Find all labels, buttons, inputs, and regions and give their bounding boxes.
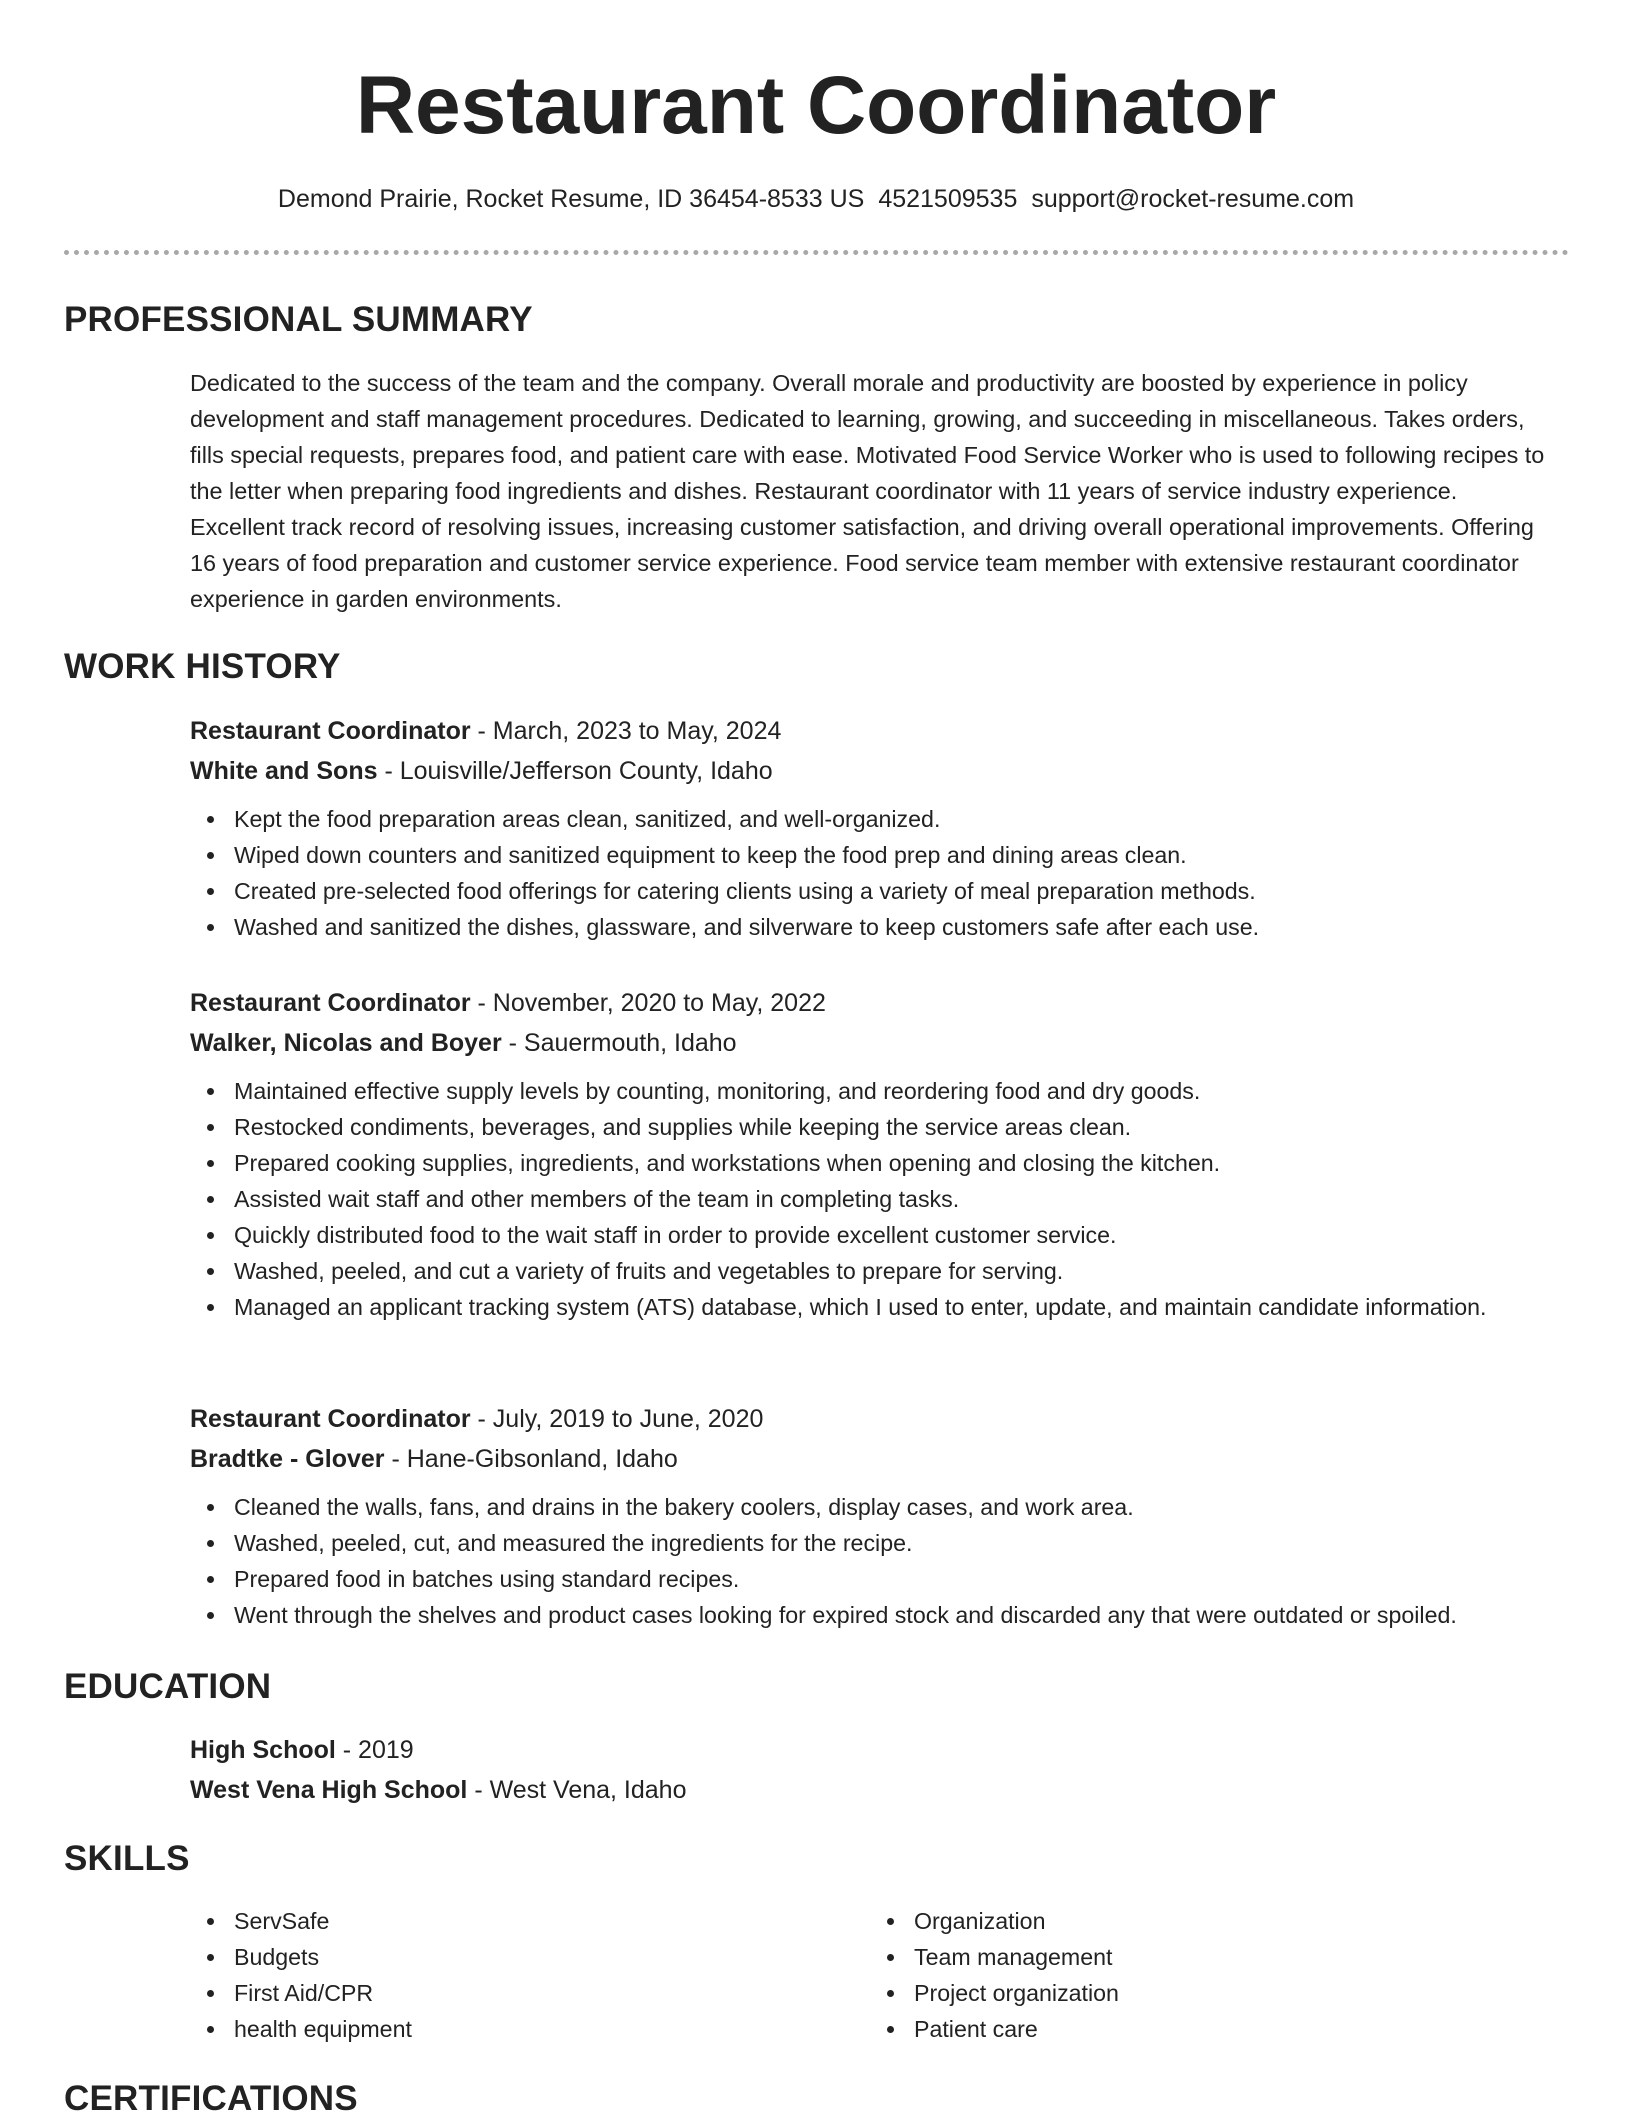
job-bullet: Prepared food in batches using standard recipes.	[190, 1561, 1570, 1597]
job-dates: - March, 2023 to May, 2024	[470, 717, 782, 745]
education-school-line	[190, 1770, 1570, 1810]
education-year: - 2019	[335, 1736, 414, 1764]
job-bullet: Washed, peeled, and cut a variety of fruits and vegetables to prepare for serving.	[190, 1253, 1570, 1289]
job-company-line	[190, 1439, 1570, 1479]
job-bullet: Wiped down counters and sanitized equipment to keep the food prep and dining areas clean.	[190, 837, 1570, 873]
job-title-line	[190, 983, 1570, 1023]
skills-column-left	[190, 1903, 830, 2047]
job-dates: - November, 2020 to May, 2022	[470, 989, 826, 1017]
job-bullets	[190, 1489, 1570, 1633]
job-entry	[190, 1399, 1570, 1633]
job-role: Restaurant Coordinator	[190, 1405, 471, 1433]
job-bullet: Managed an applicant tracking system (ATS) database, which I used to enter, update, and maintain candidate information.	[190, 1289, 1570, 1325]
job-entry	[190, 711, 1570, 945]
skill-item: Patient care	[870, 2011, 1510, 2047]
job-role: Restaurant Coordinator	[190, 717, 471, 745]
education-location: - West Vena, Idaho	[467, 1776, 687, 1804]
job-bullet: Maintained effective supply levels by counting, monitoring, and reordering food and dry goods.	[190, 1073, 1570, 1109]
job-bullet: Washed, peeled, cut, and measured the ingredients for the recipe.	[190, 1525, 1570, 1561]
job-bullet: Quickly distributed food to the wait staff in order to provide excellent customer service.	[190, 1217, 1570, 1253]
education-degree-line	[190, 1730, 1570, 1770]
skills-column-right	[870, 1903, 1510, 2047]
job-bullet: Prepared cooking supplies, ingredients, and workstations when opening and closing the kitchen.	[190, 1145, 1570, 1181]
section-title-summary: PROFESSIONAL SUMMARY	[64, 300, 533, 339]
job-title-line	[190, 711, 1570, 751]
skill-item: Organization	[870, 1903, 1510, 1939]
job-bullet: Assisted wait staff and other members of the team in completing tasks.	[190, 1181, 1570, 1217]
job-company: Bradtke - Glover	[190, 1445, 385, 1473]
job-title-line	[190, 1399, 1570, 1439]
skill-item: Team management	[870, 1939, 1510, 1975]
section-title-certifications: CERTIFICATIONS	[64, 2079, 358, 2118]
job-location: - Hane-Gibsonland, Idaho	[384, 1445, 678, 1473]
job-bullets	[190, 1073, 1570, 1325]
section-title-skills: SKILLS	[64, 1839, 190, 1878]
job-location: - Sauermouth, Idaho	[501, 1029, 737, 1057]
contact-phone: 4521509535	[878, 185, 1018, 213]
skill-item: health equipment	[190, 2011, 830, 2047]
job-company: Walker, Nicolas and Boyer	[190, 1029, 502, 1057]
skill-item: ServSafe	[190, 1903, 830, 1939]
section-title-education: EDUCATION	[64, 1667, 272, 1706]
job-dates: - July, 2019 to June, 2020	[470, 1405, 764, 1433]
resume-name: Restaurant Coordinator	[355, 60, 1277, 151]
job-bullets	[190, 801, 1570, 945]
skill-item: Project organization	[870, 1975, 1510, 2011]
job-role: Restaurant Coordinator	[190, 989, 471, 1017]
skills-list	[870, 1903, 1510, 2047]
job-bullet: Restocked condiments, beverages, and supplies while keeping the service areas clean.	[190, 1109, 1570, 1145]
job-location: - Louisville/Jefferson County, Idaho	[377, 757, 773, 785]
job-company-line	[190, 1023, 1570, 1063]
job-company: White and Sons	[190, 757, 378, 785]
job-bullet: Went through the shelves and product cases looking for expired stock and discarded any that were outdated or spoiled.	[190, 1597, 1570, 1633]
job-entry	[190, 983, 1570, 1325]
skill-item: Budgets	[190, 1939, 830, 1975]
education-school: West Vena High School	[190, 1776, 468, 1804]
skills-list	[190, 1903, 830, 2047]
education-entry	[190, 1730, 1570, 1810]
header-divider	[64, 250, 1569, 255]
job-bullet: Kept the food preparation areas clean, sanitized, and well-organized.	[190, 801, 1570, 837]
job-company-line	[190, 751, 1570, 791]
contact-line	[0, 182, 1632, 216]
section-title-work-history: WORK HISTORY	[64, 647, 341, 686]
education-degree: High School	[190, 1736, 336, 1764]
contact-address: Demond Prairie, Rocket Resume, ID 36454-8533 US	[277, 185, 865, 213]
summary-text: Dedicated to the success of the team and the company. Overall morale and productivity are boosted by experience in policy development and staff management procedures. Dedicated to learning, growing, and succeeding in miscellaneous. Takes orders, fills special requests, prepares food, and patient care with ease. Motivated Food Service Worker who is used to following recipes to the letter when preparing food ingredients and dishes. Restaurant coordinator with 11 years of service industry experience. Excellent track record of resolving issues, increasing customer satisfaction, and driving overall operational improvements. Offering 16 years of food preparation and customer service experience. Food service team member with extensive restaurant coordinator experience in garden environments.	[190, 370, 1545, 612]
skill-item: First Aid/CPR	[190, 1975, 830, 2011]
job-bullet: Cleaned the walls, fans, and drains in the bakery coolers, display cases, and work area.	[190, 1489, 1570, 1525]
contact-email: support@rocket-resume.com	[1031, 185, 1355, 213]
job-bullet: Washed and sanitized the dishes, glassware, and silverware to keep customers safe after each use.	[190, 909, 1570, 945]
job-bullet: Created pre-selected food offerings for catering clients using a variety of meal preparation methods.	[190, 873, 1570, 909]
